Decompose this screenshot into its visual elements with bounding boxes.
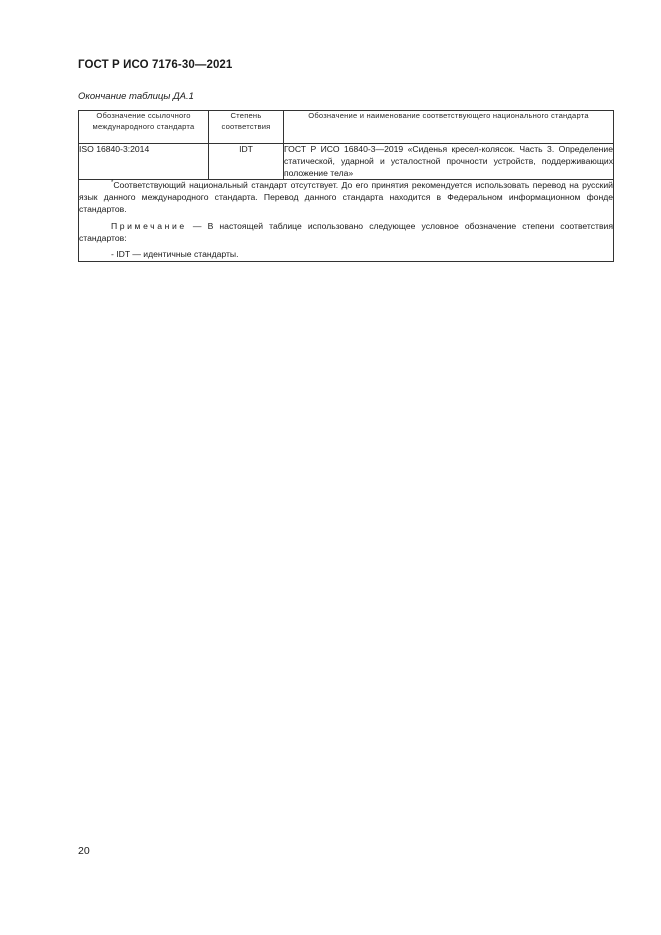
column-header-international: Обозначение ссылочного международного стандарта	[79, 111, 209, 144]
cell-national-standard: ГОСТ Р ИСО 16840-3—2019 «Сиденья кресел-колясок. Часть 3. Определение статической, ударной и усталостной прочности устройств, поддерживающих положение тела»	[284, 144, 614, 180]
note	[79, 221, 613, 245]
footnote-mark: *	[111, 180, 114, 187]
table-caption: Окончание таблицы ДА.1	[78, 91, 194, 102]
correspondence-table	[78, 110, 614, 262]
column-header-national: Обозначение и наименование соответствующего национального стандарта	[284, 111, 614, 144]
table-row	[79, 144, 614, 180]
column-header-degree: Степень соответствия	[209, 111, 284, 144]
cell-degree: IDT	[209, 144, 284, 180]
footnote	[79, 180, 613, 215]
note-label: Примечание	[111, 220, 187, 231]
table-header-row	[79, 111, 614, 144]
note-text: — В настоящей таблице использовано следующее условное обозначение степени соответствия стандартов:	[79, 220, 613, 243]
footnote-text: Соответствующий национальный стандарт отсутствует. До его принятия рекомендуется использовать перевод на русский язык данного международного стандарта. Перевод данного стандарта находится в Федеральном информационном фонде стандартов.	[79, 180, 613, 214]
note-list-item: - IDT — идентичные стандарты.	[111, 249, 239, 260]
table-notes	[79, 180, 614, 262]
document-id: ГОСТ Р ИСО 7176-30—2021	[78, 59, 233, 71]
page-number: 20	[78, 845, 90, 857]
cell-international-standard: ISO 16840-3:2014	[79, 144, 209, 180]
table-notes-row	[79, 180, 614, 262]
